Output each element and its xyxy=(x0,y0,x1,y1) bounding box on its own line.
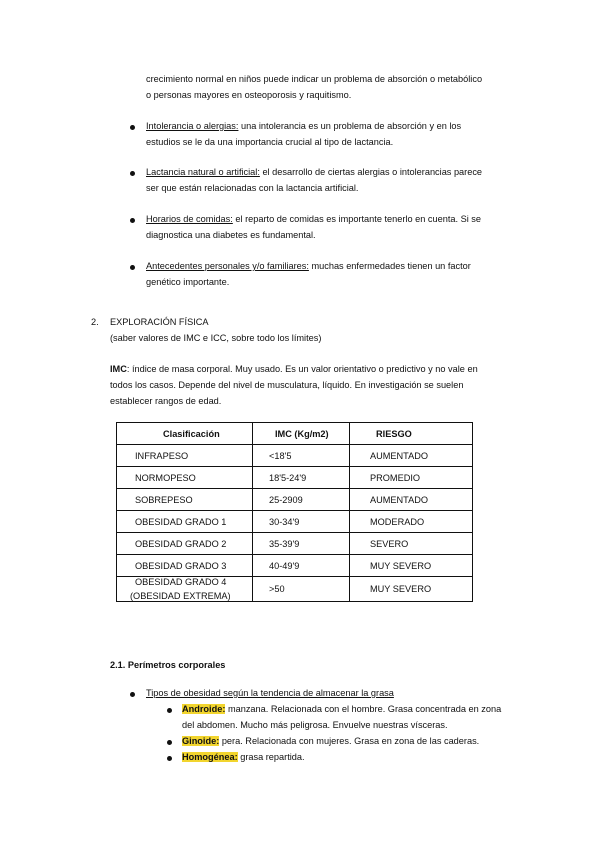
table-row xyxy=(117,533,473,555)
sub-bullet-dot xyxy=(167,756,172,761)
header-riesgo: RIESGO xyxy=(350,423,473,445)
cell-imc: <18'5 xyxy=(253,445,350,467)
subitem-text: grasa repartida. xyxy=(237,752,305,762)
cell-riesgo: AUMENTADO xyxy=(350,489,473,511)
cell-clasificacion: INFRAPESO xyxy=(117,445,253,467)
bullet-text: el desarrollo de ciertas alergias o intolerancias parece xyxy=(259,167,483,177)
bullet-text-line2: diagnostica una diabetes es fundamental. xyxy=(146,230,316,240)
obesity-types-bullet: Tipos de obesidad según la tendencia de almacenar la grasa xyxy=(146,688,394,698)
section-number: 2. xyxy=(91,317,99,327)
bullet-dot xyxy=(130,218,135,223)
subitem-ginoide xyxy=(182,733,479,749)
cell-imc: 40-49'9 xyxy=(253,555,350,577)
imc-term: IMC xyxy=(110,364,127,374)
bullet-label: Horarios de comidas: xyxy=(146,214,233,224)
bullet-text-line2: estudios se le da una importancia crucial al tipo de lactancia. xyxy=(146,137,394,147)
bullet-text: el reparto de comidas es importante tenerlo en cuenta. Si se xyxy=(232,214,482,224)
table-row xyxy=(117,511,473,533)
intro-paragraph xyxy=(146,71,482,103)
cell-imc: 35-39'9 xyxy=(253,533,350,555)
imc-line-3: establecer rangos de edad. xyxy=(110,396,222,406)
subsection-title: 2.1. Perímetros corporales xyxy=(110,660,226,670)
cell-clasificacion: OBESIDAD GRADO 1 xyxy=(117,511,253,533)
bullet-item-horarios xyxy=(146,211,481,243)
subitem-text-line2: del abdomen. Mucho más peligrosa. Envuelve nuestras vísceras. xyxy=(182,720,448,730)
bullet-label: Lactancia natural o artificial: xyxy=(146,167,260,177)
bullet-label: Intolerancia o alergias: xyxy=(146,121,239,131)
bullet-item-intolerancia xyxy=(146,118,461,150)
section-title: EXPLORACIÓN FÍSICA xyxy=(110,317,209,327)
sub-bullet-dot xyxy=(167,740,172,745)
cell-riesgo: MODERADO xyxy=(350,511,473,533)
bullet-dot xyxy=(130,692,135,697)
cell-clasificacion-line2: (OBESIDAD EXTREMA) xyxy=(130,591,231,601)
cell-clasificacion: SOBREPESO xyxy=(117,489,253,511)
intro-line-1: crecimiento normal en niños puede indicar un problema de absorción o metabólico xyxy=(146,74,483,84)
table-row xyxy=(117,489,473,511)
bullet-dot xyxy=(130,125,135,130)
header-imc: IMC (Kg/m2) xyxy=(253,423,350,445)
bullet-item-antecedentes xyxy=(146,258,471,290)
bullet-label: Antecedentes personales y/o familiares: xyxy=(146,261,309,271)
cell-clasificacion: OBESIDAD GRADO 2 xyxy=(117,533,253,555)
table-row xyxy=(117,467,473,489)
cell-clasificacion-line1: OBESIDAD GRADO 4 xyxy=(135,577,227,587)
header-clasificacion: Clasificación xyxy=(117,423,253,445)
bullet-text-line2: genético importante. xyxy=(146,277,230,287)
bullet-dot xyxy=(130,171,135,176)
imc-table xyxy=(116,422,473,602)
section-subtitle: (saber valores de IMC e ICC, sobre todo los límites) xyxy=(110,333,322,343)
cell-riesgo: MUY SEVERO xyxy=(350,555,473,577)
subitem-label: Androide: xyxy=(182,704,226,714)
table-row xyxy=(117,555,473,577)
cell-riesgo: AUMENTADO xyxy=(350,445,473,467)
sub-bullet-dot xyxy=(167,708,172,713)
cell-imc: 18'5-24'9 xyxy=(253,467,350,489)
subitem-androide xyxy=(182,701,501,733)
table-row xyxy=(117,445,473,467)
bullet-item-lactancia xyxy=(146,164,482,196)
cell-clasificacion: OBESIDAD GRADO 3 xyxy=(117,555,253,577)
cell-riesgo: SEVERO xyxy=(350,533,473,555)
subitem-homogenea xyxy=(182,749,305,765)
bullet-text: muchas enfermedades tienen un factor xyxy=(308,261,471,271)
table-header-row xyxy=(117,423,473,445)
bullet-text: una intolerancia es un problema de absorción y en los xyxy=(238,121,462,131)
cell-riesgo: MUY SEVERO xyxy=(350,577,473,602)
subitem-label: Homogénea: xyxy=(182,752,238,762)
subitem-text: pera. Relacionada con mujeres. Grasa en zona de las caderas. xyxy=(219,736,480,746)
cell-imc: 30-34'9 xyxy=(253,511,350,533)
section-heading xyxy=(110,314,321,346)
cell-riesgo: PROMEDIO xyxy=(350,467,473,489)
bullet-text-line2: ser que están relacionadas con la lactancia artificial. xyxy=(146,183,359,193)
subitem-text: manzana. Relacionada con el hombre. Grasa concentrada en zona xyxy=(225,704,502,714)
intro-line-2: o personas mayores en osteoporosis y raquitismo. xyxy=(146,90,352,100)
imc-line-2: todos los casos. Depende del nivel de musculatura, líquido. En investigación se suelen xyxy=(110,380,464,390)
cell-clasificacion: NORMOPESO xyxy=(117,467,253,489)
cell-imc: >50 xyxy=(253,577,350,602)
bullet-dot xyxy=(130,265,135,270)
imc-line-1: : índice de masa corporal. Muy usado. Es un valor orientativo o predictivo y no vale en xyxy=(126,364,478,374)
imc-paragraph xyxy=(110,361,478,409)
cell-clasificacion xyxy=(117,577,253,602)
table-row xyxy=(117,577,473,602)
cell-imc: 25-2909 xyxy=(253,489,350,511)
subitem-label: Ginoide: xyxy=(182,736,220,746)
